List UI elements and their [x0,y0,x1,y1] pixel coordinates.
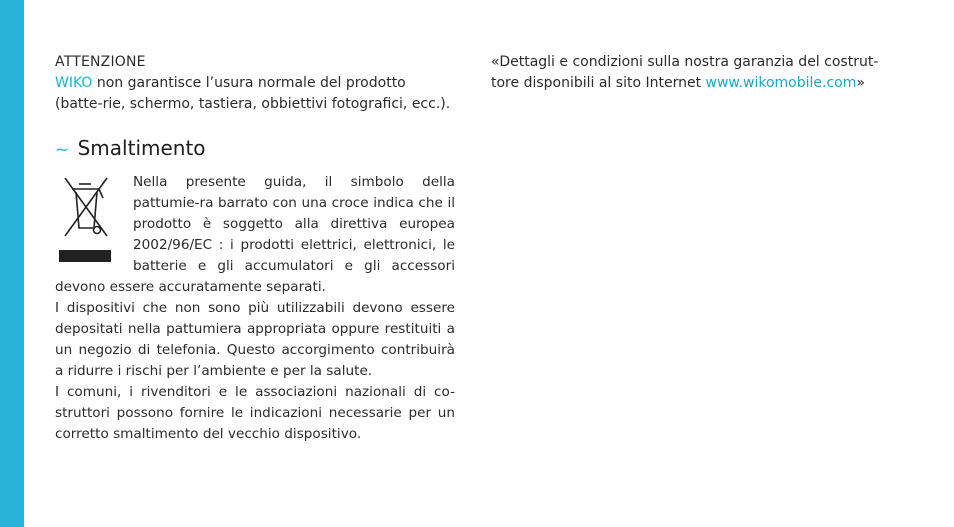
warning-text [55,73,455,115]
disposal-paragraph-2: I dispositivi che non sono più utilizzabili devono essere depositati nella pattumiera appropriata oppure restituiti a un negozio di telefonia. Questo accorgimento contribuirà a ridurre i rischi per l’ambiente e per la salute. [55,300,455,379]
warning-heading: ATTENZIONE [55,54,146,70]
section-title [55,135,455,163]
right-column [491,52,891,94]
warranty-body: «Dettagli e condizioni sulla nostra garanzia del costrut-tore disponibili al sito Internet [491,54,879,91]
disposal-paragraph-3: I comuni, i rivenditori e le associazioni nazionali di co-struttori possono fornire le indicazioni necessarie per un corretto smaltimento del vecchio dispositivo. [55,384,455,442]
accent-sidebar [0,0,24,527]
warranty-text [491,52,891,94]
disposal-paragraph-1: Nella presente guida, il simbolo della pattumie-ra barrato con una croce indica che il prodotto è soggetto alla direttiva europea 2002/96/EC : i prodotti elettrici, elettronici, le batterie e gli accumulatori e gli accessori devono essere accuratamente separati. [55,174,455,295]
title-tilde: ~ [55,140,70,160]
website-link[interactable]: www.wikomobile.com [705,75,857,91]
disposal-text [55,172,455,445]
warranty-close: » [856,75,865,91]
left-column [55,52,455,445]
brand-name: WIKO [55,75,93,91]
crossed-out-wheelie-bin-icon [55,172,117,268]
warning-body: non garantisce l’usura normale del prodotto (batte-rie, schermo, tastiera, obbiettivi fotografici, ecc.). [55,75,451,112]
section-title-text: Smaltimento [77,136,206,160]
